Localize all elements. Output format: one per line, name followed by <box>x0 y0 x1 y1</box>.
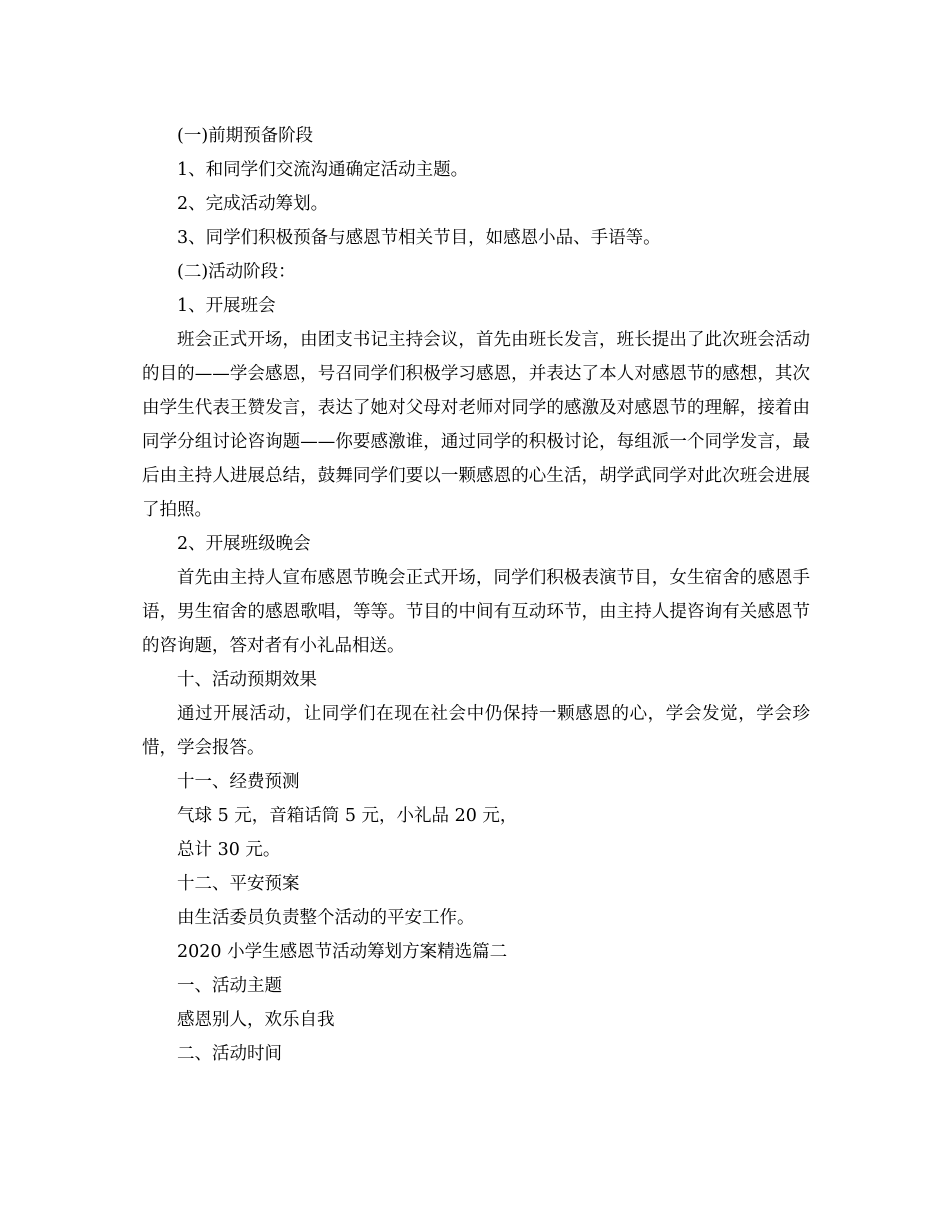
section-heading-theme: 一、活动主题 <box>177 976 282 996</box>
list-item: 2、完成活动筹划。 <box>177 194 329 214</box>
list-item: 3、同学们积极预备与感恩节相关节目，如感恩小品、手语等。 <box>177 228 661 248</box>
sub-heading: 1、开展班会 <box>177 296 276 316</box>
sub-heading: 2、开展班级晚会 <box>177 534 311 554</box>
document-body <box>142 119 810 1071</box>
body-paragraph: 气球 5 元，音箱话筒 5 元，小礼品 20 元， <box>177 806 518 826</box>
body-paragraph: 总计 30 元。 <box>177 840 281 860</box>
body-paragraph: 首先由主持人宣布感恩节晚会正式开场，同学们积极表演节目，女生宿舍的感恩手语，男生宿舍的感恩歌唱，等等。节目的中间有互动环节，由主持人提咨询有关感恩节的咨询题，答对者有小礼品相送。 <box>142 568 810 656</box>
section-heading-time: 二、活动时间 <box>177 1044 282 1064</box>
section-heading-budget: 十一、经费预测 <box>177 772 300 792</box>
article-title: 2020 小学生感恩节活动筹划方案精选篇二 <box>177 942 508 962</box>
list-item: 1、和同学们交流沟通确定活动主题。 <box>177 160 469 180</box>
section-heading-activity: (二)活动阶段： <box>177 262 296 282</box>
body-paragraph: 感恩别人，欢乐自我 <box>177 1010 335 1030</box>
body-paragraph: 班会正式开场，由团支书记主持会议，首先由班长发言，班长提出了此次班会活动的目的——学会感恩，号召同学们积极学习感恩，并表达了本人对感恩节的感想，其次由学生代表王赞发言，表达了她对父母对老师对同学的感激及对感恩节的理解，接着由同学分组讨论咨询题——你要感激谁，通过同学的积极讨论，每组派一个同学发言，最后由主持人进展总结，鼓舞同学们要以一颗感恩的心生活，胡学武同学对此次班会进展了拍照。 <box>142 330 810 520</box>
section-heading-safety: 十二、平安预案 <box>177 874 300 894</box>
body-paragraph: 通过开展活动，让同学们在现在社会中仍保持一颗感恩的心，学会发觉，学会珍惜，学会报答。 <box>142 704 810 758</box>
body-paragraph: 由生活委员负责整个活动的平安工作。 <box>177 908 475 928</box>
section-heading-expected-effect: 十、活动预期效果 <box>177 670 317 690</box>
section-heading-preparation: (一)前期预备阶段 <box>177 126 314 146</box>
